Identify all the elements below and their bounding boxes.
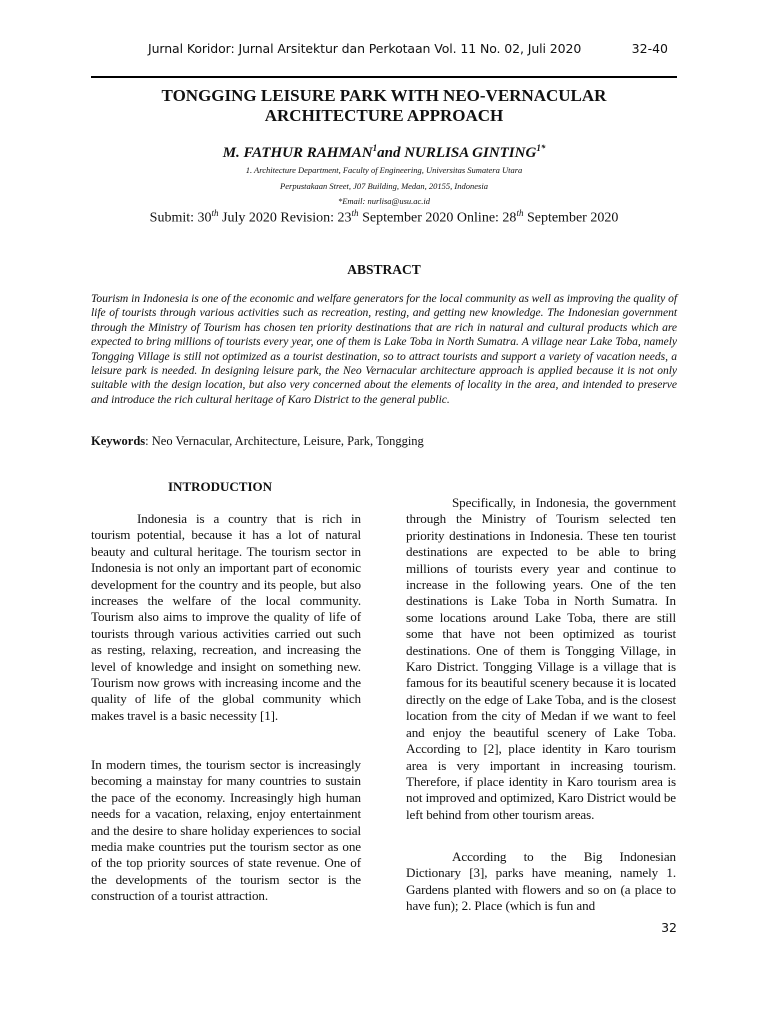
online-date-rest: September 2020 — [523, 210, 619, 226]
abstract-text: Tourism in Indonesia is one of the economic and welfare generators for the local community as well as improving the quality of life of tourists through various activities such as recreation, resting, and getting new knowledge. The Indonesian government through the Ministry of Tourism has chosen ten priority destinations that are rich in natural and cultural products which are expected to bring millions of tourists every year, one of them is Lake Toba in North Sumatra. A village near Lake Toba, namely Tongging Village is still not optimized as a tourist destination, so to attract tourists and support a variety of vacation needs, a leisure park is needed. In designing leisure park, the Neo Vernacular architecture approach is applied because it is not only suitable with the design location, but also very concerned about the elements of locality in the area, and intended to preserve and introduce the rich cultural heritage of Karo District to the general public. — [91, 292, 677, 406]
author-2-affiliation-mark: 1* — [536, 143, 546, 153]
author-1-affiliation-mark: 1 — [372, 143, 378, 153]
keywords-label: Keywords — [91, 434, 146, 448]
page-range: 32-40 — [631, 41, 668, 56]
keywords — [91, 434, 677, 449]
title-line-2: ARCHITECTURE APPROACH — [264, 106, 504, 125]
right-column-continued — [406, 849, 676, 915]
author-conjunction: and — [377, 145, 405, 161]
affiliation-address: Perpustakaan Street, J07 Building, Medan, 20155, Indonesia — [280, 181, 488, 191]
introduction-heading: INTRODUCTION — [168, 479, 273, 494]
abstract-heading: ABSTRACT — [347, 262, 421, 277]
online-date-label: September 2020 Online: 28 — [358, 210, 517, 226]
title-line-1: TONGGING LEISURE PARK WITH NEO-VERNACULAR — [161, 86, 607, 105]
paragraph: According to the Big Indonesian Dictionary [3], parks have meaning, namely 1. Gardens planted with flowers and so on (a place to have fun); 2. Place (which is fun and — [406, 849, 676, 914]
page-number: 32 — [661, 920, 677, 935]
header-divider — [91, 76, 677, 78]
author-1: M. FATHUR RAHMAN — [222, 145, 373, 161]
paper-title — [91, 86, 677, 126]
left-column — [91, 511, 361, 724]
right-column — [406, 495, 676, 823]
submission-dates — [91, 208, 677, 227]
submit-date-suffix: th — [211, 208, 219, 218]
left-column-continued — [91, 757, 361, 905]
submit-date-label: Submit: 30 — [149, 210, 212, 226]
revision-date-label: July 2020 Revision: 23 — [218, 210, 352, 226]
revision-date-suffix: th — [351, 208, 359, 218]
journal-header: Jurnal Koridor: Jurnal Arsitektur dan Perkotaan Vol. 11 No. 02, Juli 2020 — [148, 41, 582, 56]
author-list — [91, 143, 677, 162]
paragraph: Indonesia is a country that is rich in tourism potential, because it has a lot of natural beauty and cultural heritage. The tourism sector in Indonesia is not only an important part of economic development for the country and its people, but also increases the welfare of the local community. Tourism also aims to improve the quality of life of tourists through various activities carried out such as resting, relaxing, recreation, and increasing the level of knowledge and insight on something new. Tourism now grows with increasing income and the quality of life of the global community which makes travel is a basic necessity [1]. — [91, 511, 361, 723]
corresponding-email: *Email: nurlisa@usu.ac.id — [337, 196, 431, 206]
paragraph: Specifically, in Indonesia, the government through the Ministry of Tourism selected ten priority destinations in Indonesia. These ten tourist destinations are expected to be able to bring millions of tourists every year and continue to increase in the following years. One of the ten destinations is Lake Toba in North Sumatra. In some locations around Lake Toba, there are still some that have not been optimized as tourist destinations. One of them is Tongging Village, in Karo District. Tongging Village is a village that is famous for its beautiful scenery because it is located directly on the edge of Lake Toba, and is the closest location from the city of Medan if we want to feel and enjoy the beautiful scenery of Lake Toba. According to [2], place identity in Karo tourism area is very important in increasing tourism. Therefore, if place identity in Karo tourism area is not improved and optimized, Karo District would be left behind from other tourism areas. — [406, 495, 676, 822]
online-date-suffix: th — [516, 208, 524, 218]
affiliation-department: 1. Architecture Department, Faculty of Engineering, Universitas Sumatera Utara — [245, 165, 523, 175]
paragraph: In modern times, the tourism sector is increasingly becoming a mainstay for many countries to sustain the pace of the economy. Increasingly high human needs for a vacation, relaxing, enjoy entertainment and the desire to share holiday experiences to social media make countries put the tourism sector as one of the top priority sources of state revenue. One of the developments of the tourism sector is the construction of a tourist attraction. — [91, 757, 361, 904]
author-2: NURLISA GINTING — [404, 145, 537, 161]
keywords-list: : Neo Vernacular, Architecture, Leisure, Park, Tongging — [145, 434, 424, 448]
